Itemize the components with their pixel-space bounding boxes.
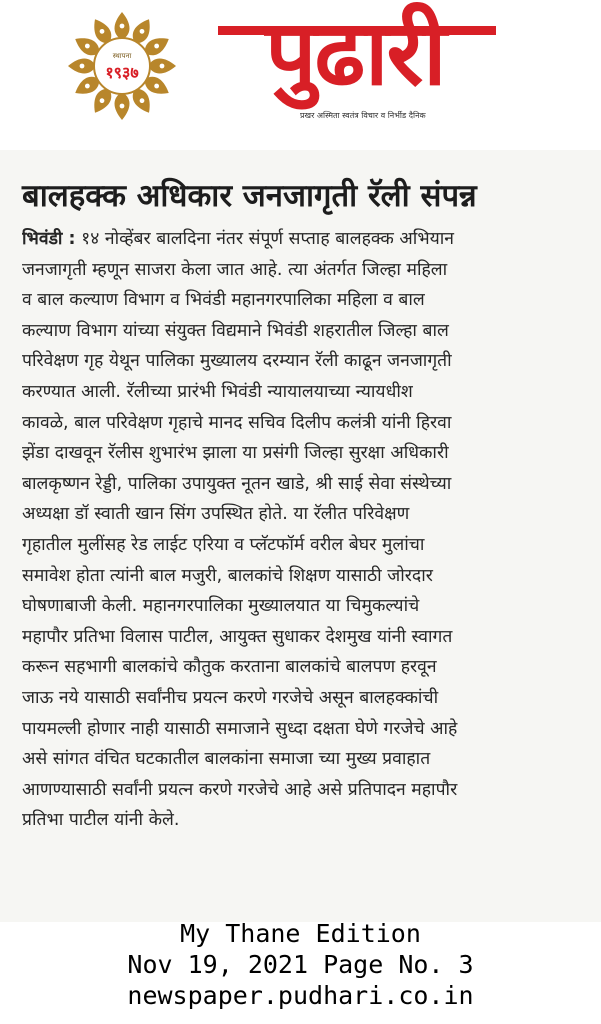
- article-line: अध्यक्षा डॉ स्वाती खान सिंग उपस्थित होते. या रॅलीत परिवेक्षण: [22, 504, 410, 525]
- edition-website: newspaper.pudhari.co.in: [127, 981, 474, 1010]
- article-line: [22, 224, 582, 255]
- article-line: आणण्यासाठी सर्वांनी प्रयत्न करणे गरजेचे आहे असे प्रतिपादन महापौर: [22, 779, 458, 800]
- article-line: करण्यात आली. रॅलीच्या प्रारंभी भिवंडी न्यायालयाच्या न्यायधीश: [22, 381, 413, 402]
- article-line: कावळे, बाल परिवेक्षण गृहाचे मानद सचिव दिलीप कलंत्री यांनी हिरवा: [22, 412, 452, 433]
- article-line: गृहातील मुलींसह रेड लाईट एरिया व प्लॅटफॉर्म वरील बेघर मुलांचा: [22, 534, 425, 555]
- emblem-petal-dot: [120, 104, 125, 109]
- emblem-petal-dot: [160, 64, 165, 69]
- masthead: [0, 0, 601, 148]
- article-line: घोषणाबाजी केली. महानगरपालिका मुख्यालयात या चिमुकल्यांचे: [22, 596, 420, 617]
- emblem-petal-dot: [80, 64, 85, 69]
- article-line: प्रतिभा पाटील यांनी केले.: [22, 810, 180, 831]
- edition-footer: [0, 918, 601, 1011]
- article-line: समावेश होता त्यांनी बाल मजुरी, बालकांचे शिक्षण यासाठी जोरदार: [22, 565, 433, 586]
- emblem-petal-dot: [120, 24, 125, 29]
- article-line: असे सांगत वंचित घटकातील बालकांना समाजा च्या मुख्य प्रवाहात: [22, 749, 431, 770]
- article-line: जनजागृती म्हणून साजरा केला जात आहे. त्या अंतर्गत जिल्हा महिला: [22, 259, 448, 280]
- article-line: व बाल कल्याण विभाग व भिवंडी महानगरपालिका महिला व बाल: [22, 290, 425, 311]
- brand-logo: पुढारी: [265, 1, 445, 106]
- article-line: झेंडा दाखवून रॅलीस शुभारंभ झाला या प्रसंगी जिल्हा सुरक्षा अधिकारी: [22, 443, 449, 464]
- emblem-year: १९३७: [105, 63, 139, 82]
- article-line: जाऊ नये यासाठी सर्वांनीच प्रयत्न करणे गरजेचे असून बालहक्कांची: [22, 687, 439, 708]
- emblem-label: स्थापना: [112, 52, 132, 60]
- brand-tagline: प्रखर अस्मिता स्वतंत्र विचार व निर्भीड दैनिक: [300, 111, 426, 120]
- article-line-text: १४ नोव्हेंबर बालदिना नंतर संपूर्ण सप्ताह बालहक्क अभियान: [75, 229, 455, 249]
- edition-date-page: Nov 19, 2021 Page No. 3: [127, 950, 474, 979]
- article-line: पायमल्ली होणार नाही यासाठी समाजाने सुध्दा दक्षता घेणे गरजेचे आहे: [22, 718, 458, 739]
- article-line: करून सहभागी बालकांचे कौतुक करताना बालकांचे बालपण हरवून: [22, 657, 437, 678]
- article-headline: बालहक्क अधिकार जनजागृती रॅली संपन्न: [22, 178, 477, 214]
- sun-emblem-icon: [62, 6, 182, 126]
- article-line: परिवेक्षण गृह येथून पालिका मुख्यालय दरम्यान रॅली काढून जनजागृती: [22, 351, 452, 372]
- article-line: कल्याण विभाग यांच्या संयुक्त विद्यमाने भिवंडी शहरातील जिल्हा बाल: [22, 320, 449, 341]
- article-dateline: भिवंडी :: [22, 229, 76, 249]
- article-line: बालकृष्णन रेड्डी, पालिका उपायुक्त नूतन खाडे, श्री साई सेवा संस्थेच्या: [22, 473, 452, 494]
- edition-name: My Thane Edition: [180, 919, 421, 948]
- article-body: [22, 224, 582, 836]
- article-line: महापौर प्रतिभा विलास पाटील, आयुक्त सुधाकर देशमुख यांनी स्वागत: [22, 626, 453, 647]
